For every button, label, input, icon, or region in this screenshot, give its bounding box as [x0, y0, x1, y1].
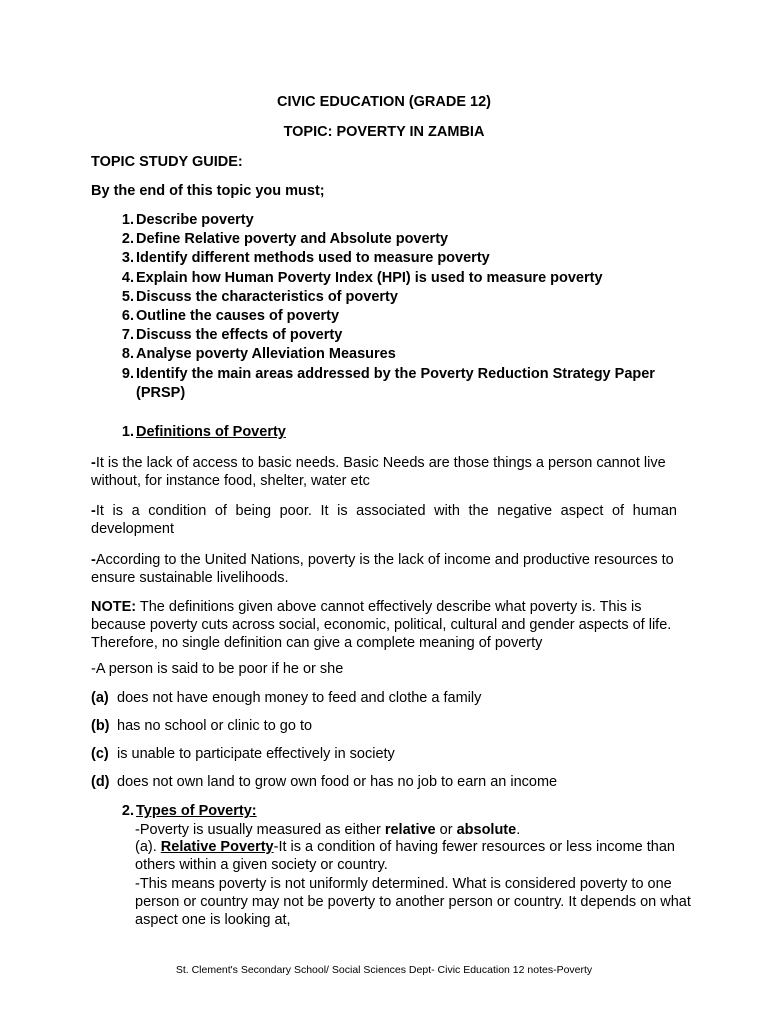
relative-poverty-definition: (a). Relative Poverty-It is a condition of having fewer resources or less income than others within a given society or country.	[135, 839, 675, 873]
list-item: (d) does not own land to grow own food or has no job to earn an income	[91, 774, 558, 790]
study-guide-intro: By the end of this topic you must;	[91, 183, 325, 199]
poor-intro: -A person is said to be poor if he or she	[91, 661, 344, 677]
list-item: (b) has no school or clinic to go to	[91, 718, 313, 734]
study-guide-heading: TOPIC STUDY GUIDE:	[91, 154, 243, 170]
topic-title: TOPIC: POVERTY IN ZAMBIA	[283, 124, 485, 140]
list-item: (c) is unable to participate effectively in society	[91, 746, 395, 762]
page-footer: St. Clement's Secondary School/ Social Sciences Dept- Civic Education 12 notes-Poverty	[175, 964, 593, 976]
list-item: (a) does not have enough money to feed and clothe a family	[91, 690, 482, 706]
document-page: CIVIC EDUCATION (GRADE 12) TOPIC: POVERTY IN ZAMBIA TOPIC STUDY GUIDE: By the end of this topic you must; 1. Describe poverty 2. Define Relative poverty and Absolute poverty 3. Identify different methods used to measure poverty 4. Explain how Human Poverty Index (HPI) is used to measure poverty 5. Discuss the characteristics of poverty 6. Outline the causes of poverty 7. Discuss the effects of poverty 8. Analyse poverty Alleviation Measures 9. Identify the main areas addressed by the Poverty Reduction Strategy Paper (PRSP) 1. Definitions of Poverty -It is the lack of access to basic needs. Basic Needs are those things a person cannot live without, for instance food, shelter, water etc -It is a condition of being poor. It is associated with the negative aspect of human development -According to the United Nations, poverty is the lack of income and productive resources to ensure sustainable livelihoods. NOTE: The definitions given above cannot effectively describe what poverty is. This is because poverty cuts across social, economic, political, cultural and gender aspects of life. Therefore, no single definition can give a complete meaning of poverty -A person is said to be poor if he or she (a) does not have enough money to feed and clothe a family (b) has no school or clinic to go to (c) is unable to participate effectively in society (d) does not own land to grow own food or has no job to earn an income 2. Types of Poverty: -Poverty is usually measured as either relative or absolute. (a). Relative Poverty-It is a condition of having fewer resources or less income than others within a given society or country. -This means poverty is not uniformly determined. What is considered poverty to one person or country may not be poverty to another person or country. It depends on what aspect one is looking at, St. Clement's Secondary School/ Social Sciences Dept- Civic Education 12 notes-Poverty	[0, 0, 768, 1024]
definition-paragraph: -It is the lack of access to basic needs. Basic Needs are those things a person cannot live without, for instance food, shelter, water etc	[91, 455, 666, 489]
document-title: CIVIC EDUCATION (GRADE 12)	[276, 94, 492, 110]
definition-paragraph: -According to the United Nations, poverty is the lack of income and productive resources to ensure sustainable livelihoods.	[91, 552, 674, 586]
definition-paragraph: -It is a condition of being poor. It is associated with the negative aspect of human development	[91, 503, 677, 537]
relative-poverty-explanation: -This means poverty is not uniformly determined. What is considered poverty to one person or country may not be poverty to another person or country. It depends on what aspect one is looking at,	[135, 876, 691, 928]
measured-line: -Poverty is usually measured as either relative or absolute.	[135, 822, 521, 838]
note-paragraph: NOTE: The definitions given above cannot effectively describe what poverty is. This is because poverty cuts across social, economic, political, cultural and gender aspects of life. Therefore, no single definition can give a complete meaning of poverty	[91, 599, 672, 651]
